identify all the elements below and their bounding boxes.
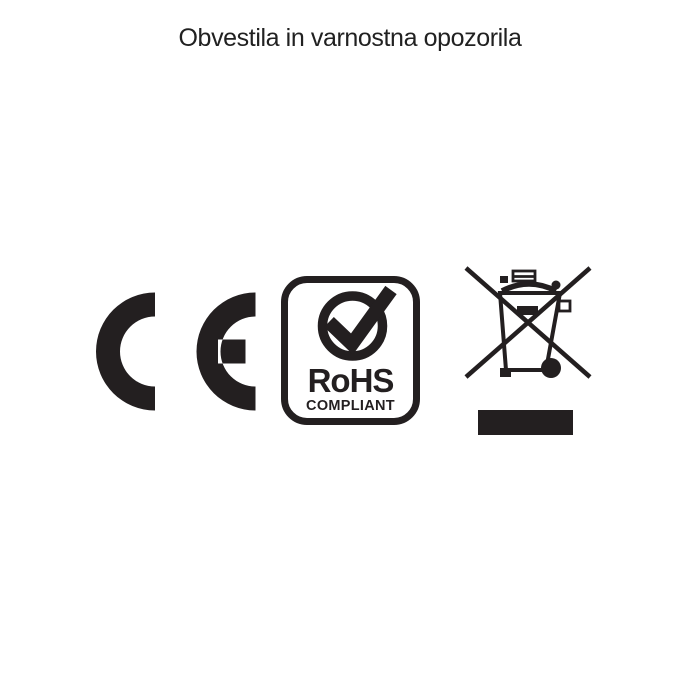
ce-letter-e — [197, 293, 256, 411]
ce-letter-c — [96, 293, 155, 411]
weee-bin-foot — [500, 368, 511, 377]
rohs-heading: RoHS — [307, 362, 394, 399]
page-title: Obvestila in varnostna opozorila — [178, 24, 522, 52]
rohs-subheading: COMPLIANT — [306, 398, 395, 414]
weee-black-bar — [478, 410, 573, 435]
weee-bin-lid — [502, 284, 556, 291]
weee-bin-pivot-dot — [552, 281, 561, 290]
weee-bin-hinge — [559, 301, 570, 311]
ce-mark-icon — [95, 292, 257, 411]
weee-bin-wheel — [541, 358, 561, 378]
rohs-badge — [281, 276, 420, 425]
weee-bin-icon — [462, 262, 592, 442]
weee-bin-left-knob — [500, 276, 508, 283]
